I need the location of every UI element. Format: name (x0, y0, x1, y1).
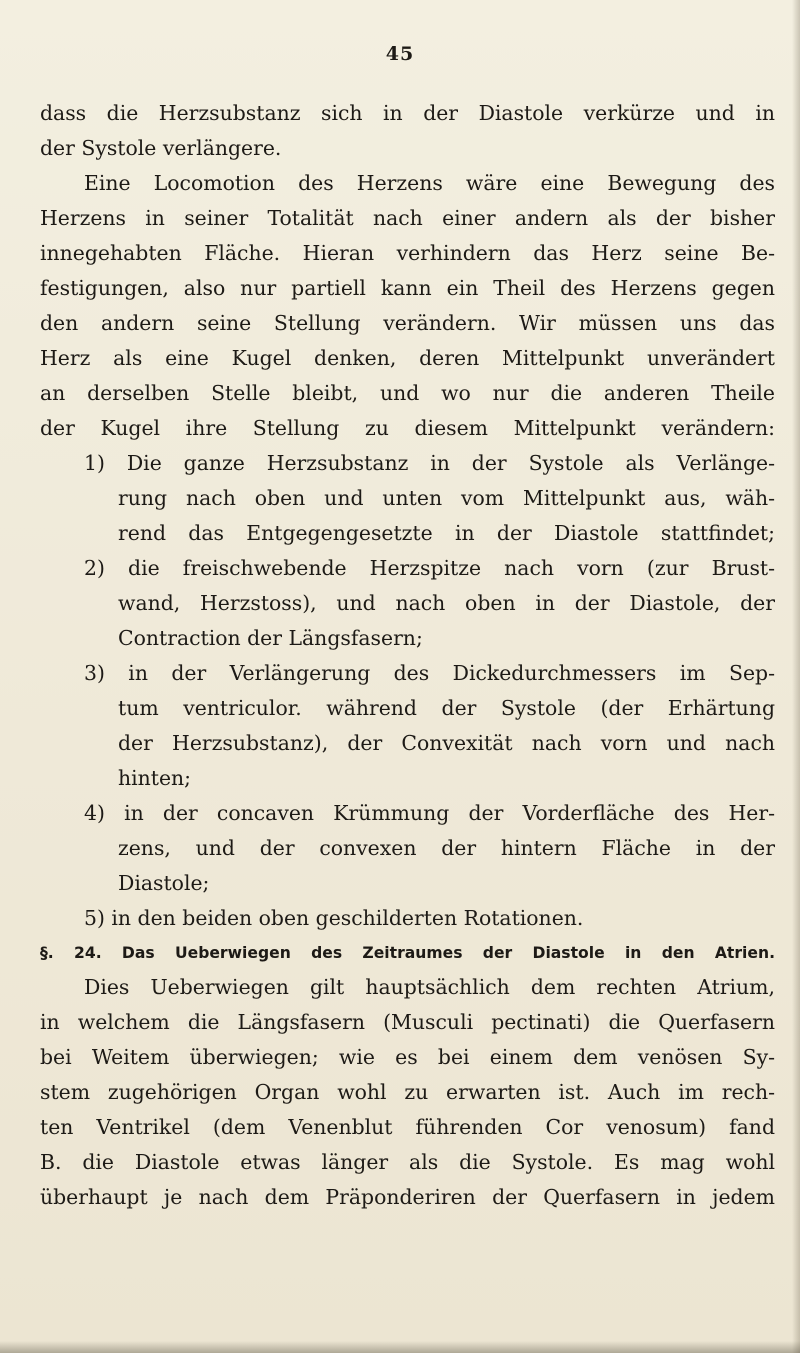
text-line: der Systole verlängere. (40, 136, 282, 160)
text-line: 4) in der concaven Krümmung der Vorderfläche des Her- (84, 801, 775, 825)
text-line: in welchem die Längsfasern (Musculi pectinati) die Querfasern (40, 1010, 775, 1034)
text-line: wand, Herzstoss), und nach oben in der Diastole, der (118, 591, 775, 615)
text-line: Dies Ueberwiegen gilt hauptsächlich dem rechten Atrium, (84, 975, 775, 999)
text-line: 2) die freischwebende Herzspitze nach vorn (zur Brust- (84, 556, 775, 580)
text-line: Herz als eine Kugel denken, deren Mittelpunkt unverändert (40, 346, 775, 370)
page-bottom-shadow (0, 1341, 800, 1353)
text-line: 3) in der Verlängerung des Dickedurchmessers im Sep- (84, 661, 775, 685)
page-number: 45 (385, 43, 415, 65)
text-line: dass die Herzsubstanz sich in der Diastole verkürze und in (40, 101, 775, 125)
text-line: innegehabten Fläche. Hieran verhindern das Herz seine Be- (40, 241, 775, 265)
text-line: rend das Entgegengesetzte in der Diastole stattfindet; (118, 521, 775, 545)
text-line: zens, und der convexen der hintern Fläche in der (118, 836, 775, 860)
text-line: 1) Die ganze Herzsubstanz in der Systole als Verlänge- (84, 451, 775, 475)
body-text (40, 96, 775, 1215)
text-line: ten Ventrikel (dem Venenblut führenden Cor venosum) fand (40, 1115, 775, 1139)
text-line: hinten; (118, 766, 192, 790)
text-line: festigungen, also nur partiell kann ein Theil des Herzens gegen (40, 276, 775, 300)
text-line: Diastole; (118, 871, 210, 895)
section-heading: §. 24. Das Ueberwiegen des Zeitraumes der Diastole in den Atrien. (40, 944, 775, 962)
text-line: 5) in den beiden oben geschilderten Rotationen. (84, 906, 584, 930)
text-line: stem zugehörigen Organ wohl zu erwarten ist. Auch im rech- (40, 1080, 775, 1104)
text-line: den andern seine Stellung verändern. Wir müssen uns das (40, 311, 775, 335)
text-line: überhaupt je nach dem Präponderiren der Querfasern in jedem (40, 1185, 775, 1209)
page-edge-shadow (792, 0, 800, 1353)
text-line: Contraction der Längsfasern; (118, 626, 423, 650)
text-line: der Herzsubstanz), der Convexität nach vorn und nach (118, 731, 775, 755)
text-line: an derselben Stelle bleibt, und wo nur die anderen Theile (40, 381, 775, 405)
text-line: Eine Locomotion des Herzens wäre eine Bewegung des (84, 171, 775, 195)
text-line: tum ventriculor. während der Systole (der Erhärtung (118, 696, 775, 720)
text-line: rung nach oben und unten vom Mittelpunkt aus, wäh- (118, 486, 775, 510)
text-line: Herzens in seiner Totalität nach einer andern als der bisher (40, 206, 775, 230)
text-line: bei Weitem überwiegen; wie es bei einem dem venösen Sy- (40, 1045, 775, 1069)
text-line: B. die Diastole etwas länger als die Systole. Es mag wohl (40, 1150, 775, 1174)
text-line: der Kugel ihre Stellung zu diesem Mittelpunkt verändern: (40, 416, 775, 440)
